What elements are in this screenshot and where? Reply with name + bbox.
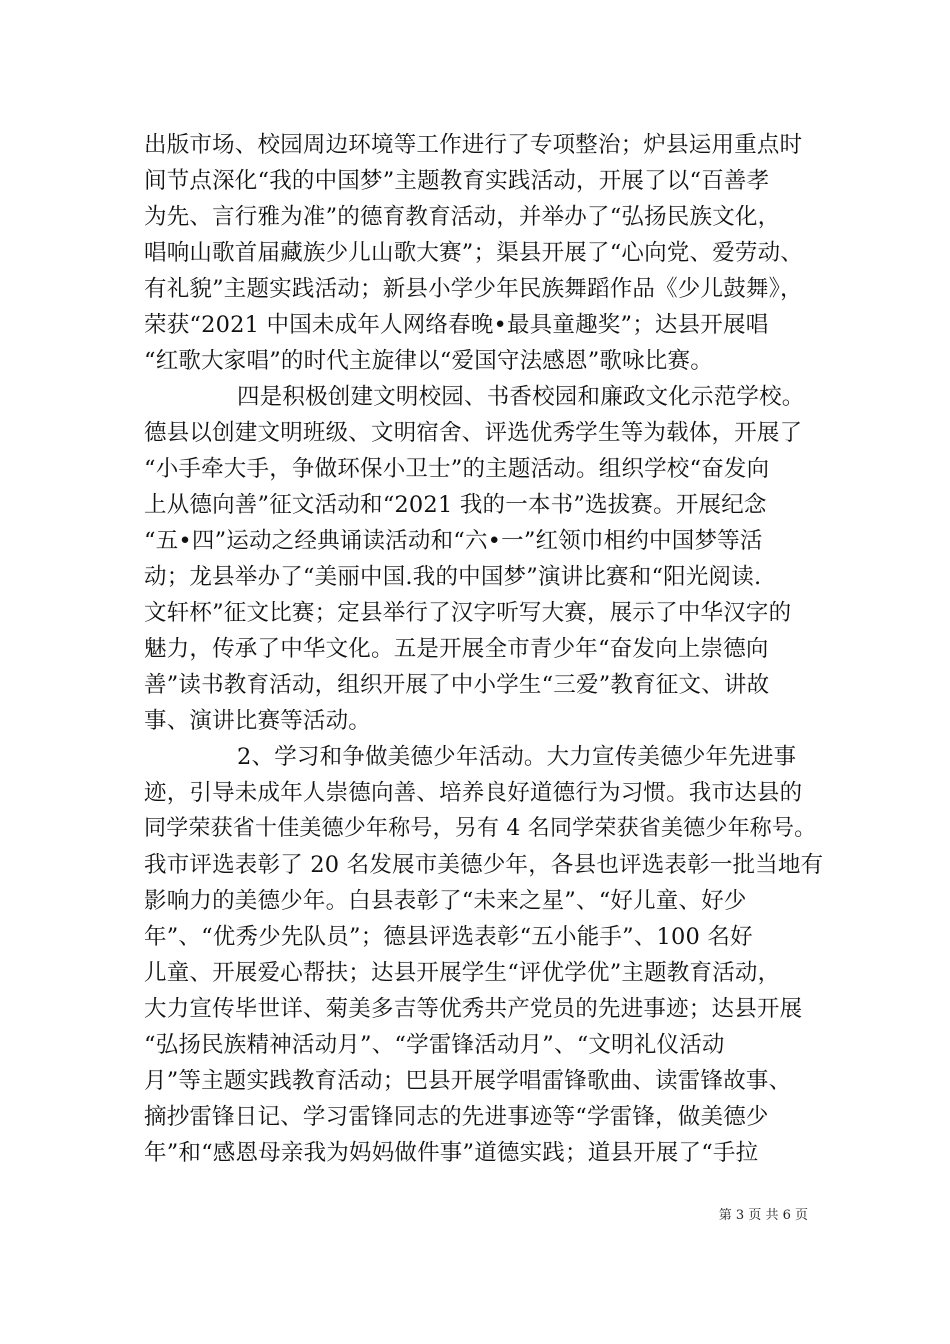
text-line: 摘抄雷锋日记、学习雷锋同志的先进事迹等“学雷锋，做美德少 bbox=[144, 1104, 769, 1130]
page-number-footer: 第 3 页 共 6 页 bbox=[718, 1208, 808, 1223]
text-line: “五•四”运动之经典诵读活动和“六•一”红领巾相约中国梦等活 bbox=[144, 528, 763, 554]
text-line: 上从德向善”征文活动和“2021 我的一本书”选拔赛。开展纪念 bbox=[144, 492, 767, 518]
text-line: 间节点深化“我的中国梦”主题教育实践活动，开展了以“百善孝 bbox=[144, 168, 770, 194]
text-line: 事、演讲比赛等活动。 bbox=[144, 708, 372, 734]
text-line: 有礼貌”主题实践活动；新县小学少年民族舞蹈作品《少儿鼓舞》， bbox=[144, 276, 803, 302]
text-line: 出版市场、校园周边环境等工作进行了专项整治；炉县运用重点时 bbox=[144, 132, 803, 158]
text-line: 影响力的美德少年。白县表彰了“未来之星”、“好儿童、好少 bbox=[144, 888, 747, 914]
text-line: 月”等主题实践教育活动；巴县开展学唱雷锋歌曲、读雷锋故事、 bbox=[144, 1068, 792, 1094]
text-line: “小手牵大手，争做环保小卫士”的主题活动。组织学校“奋发向 bbox=[144, 456, 770, 482]
text-line: 年”和“感恩母亲我为妈妈做件事”道德实践；道县开展了“手拉 bbox=[144, 1140, 759, 1166]
text-line: 动；龙县举办了“美丽中国.我的中国梦”演讲比赛和“阳光阅读. bbox=[144, 564, 762, 590]
text-line: 文轩杯”征文比赛；定县举行了汉字听写大赛，展示了中华汉字的 bbox=[144, 600, 792, 626]
text-line: 唱响山歌首届藏族少儿山歌大赛”；渠县开展了“心向党、爱劳动、 bbox=[144, 240, 804, 266]
text-line: 年”、“优秀少先队员”；德县评选表彰“五小能手”、100 名好 bbox=[144, 924, 753, 950]
text-line: “弘扬民族精神活动月”、“学雷锋活动月”、“文明礼仪活动 bbox=[144, 1032, 725, 1058]
text-line: 德县以创建文明班级、文明宿舍、评选优秀学生等为载体，开展了 bbox=[144, 420, 803, 446]
text-line: 大力宣传毕世详、菊美多吉等优秀共产党员的先进事迹；达县开展 bbox=[144, 996, 803, 1022]
text-line: 荣获“2021 中国未成年人网络春晚•最具童趣奖”；达县开展唱 bbox=[144, 312, 769, 338]
text-line: 魅力，传承了中华文化。五是开展全市青少年“奋发向上崇德向 bbox=[144, 636, 769, 662]
text-line: 善”读书教育活动，组织开展了中小学生“三爱”教育征文、讲故 bbox=[144, 672, 770, 698]
paragraph-start-line: 2、学习和争做美德少年活动。大力宣传美德少年先进事 bbox=[237, 744, 797, 770]
text-line: “红歌大家唱”的时代主旋律以“爱国守法感恩”歌咏比赛。 bbox=[144, 348, 713, 374]
text-line: 为先、言行雅为准”的德育教育活动，并举办了“弘扬民族文化， bbox=[144, 204, 781, 230]
text-line: 儿童、开展爱心帮扶；达县开展学生“评优学优”主题教育活动， bbox=[144, 960, 781, 986]
text-line: 同学荣获省十佳美德少年称号，另有 4 名同学荣获省美德少年称号。 bbox=[144, 816, 817, 841]
text-line: 迹，引导未成年人崇德向善、培养良好道德行为习惯。我市达县的 bbox=[144, 780, 803, 806]
text-line: 我市评选表彰了 20 名发展市美德少年，各县也评选表彰一批当地有 bbox=[144, 852, 824, 878]
paragraph-start-line: 四是积极创建文明校园、书香校园和廉政文化示范学校。 bbox=[237, 384, 805, 410]
